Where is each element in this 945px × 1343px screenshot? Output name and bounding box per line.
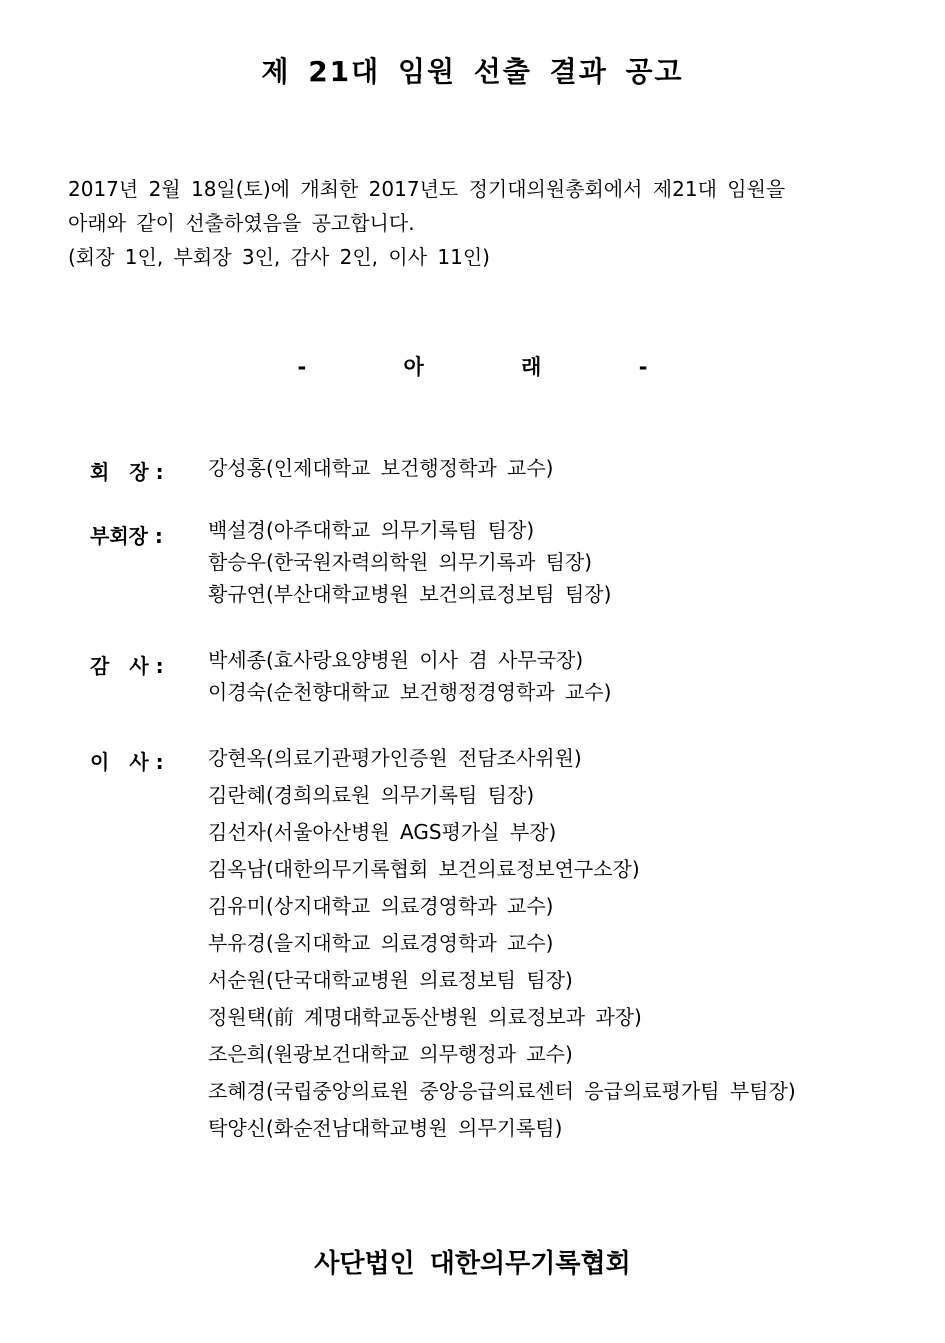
member-entry: 강성홍(인제대학교 보건행정학과 교수) — [208, 456, 554, 480]
intro-line: (회장 1인, 부회장 3인, 감사 2인, 이사 11인) — [68, 245, 490, 269]
member-entry: 백설경(아주대학교 의무기록팀 팀장) — [208, 518, 535, 542]
member-entry: 서순원(단국대학교병원 의료정보팀 팀장) — [208, 968, 573, 992]
intro-line: 아래와 같이 선출하였음을 공고합니다. — [68, 211, 415, 235]
member-list — [208, 644, 611, 708]
member-entry: 조혜경(국립중앙의료원 중앙응급의료센터 응급의료평가팀 부팀장) — [208, 1079, 796, 1103]
member-list — [208, 740, 796, 1147]
member-entry: 황규연(부산대학교병원 보건의료정보팀 팀장) — [208, 582, 612, 606]
member-entry: 김유미(상지대학교 의료경영학과 교수) — [208, 894, 554, 918]
member-entry: 김란혜(경희의료원 의무기록팀 팀장) — [208, 783, 535, 807]
notice-heading: - 아 래 - — [297, 355, 648, 379]
role-label: 부회장 : — [90, 524, 163, 548]
member-list — [208, 514, 611, 610]
document-title: 제 21대 임원 선출 결과 공고 — [261, 55, 684, 88]
member-list — [208, 450, 553, 487]
role-label: 감 사 : — [90, 654, 164, 678]
intro-paragraph — [68, 172, 908, 274]
member-entry: 부유경(을지대학교 의료경영학과 교수) — [208, 931, 554, 955]
role-label: 이 사 : — [90, 750, 164, 774]
member-entry: 박세종(효사랑요양병원 이사 겸 사무국장) — [208, 648, 584, 672]
member-entry: 강현옥(의료기관평가인증원 전담조사위원) — [208, 746, 582, 770]
member-entry: 탁양신(화순전남대학교병원 의무기록팀) — [208, 1116, 563, 1140]
role-label: 회 장 : — [90, 460, 164, 484]
member-entry: 함승우(한국원자력의학원 의무기록과 팀장) — [208, 550, 593, 574]
member-entry: 김선자(서울아산병원 AGS평가실 부장) — [208, 820, 557, 844]
member-entry: 김옥남(대한의무기록협회 보건의료정보연구소장) — [208, 857, 640, 881]
organization-name: 사단법인 대한의무기록협회 — [314, 1249, 631, 1279]
member-entry: 조은희(원광보건대학교 의무행정과 교수) — [208, 1042, 573, 1066]
member-entry: 이경숙(순천향대학교 보건행정경영학과 교수) — [208, 680, 612, 704]
member-entry: 정원택(前 계명대학교동산병원 의료정보과 과장) — [208, 1005, 642, 1029]
intro-line: 2017년 2월 18일(토)에 개최한 2017년도 정기대의원총회에서 제21대 임원을 — [68, 177, 786, 201]
